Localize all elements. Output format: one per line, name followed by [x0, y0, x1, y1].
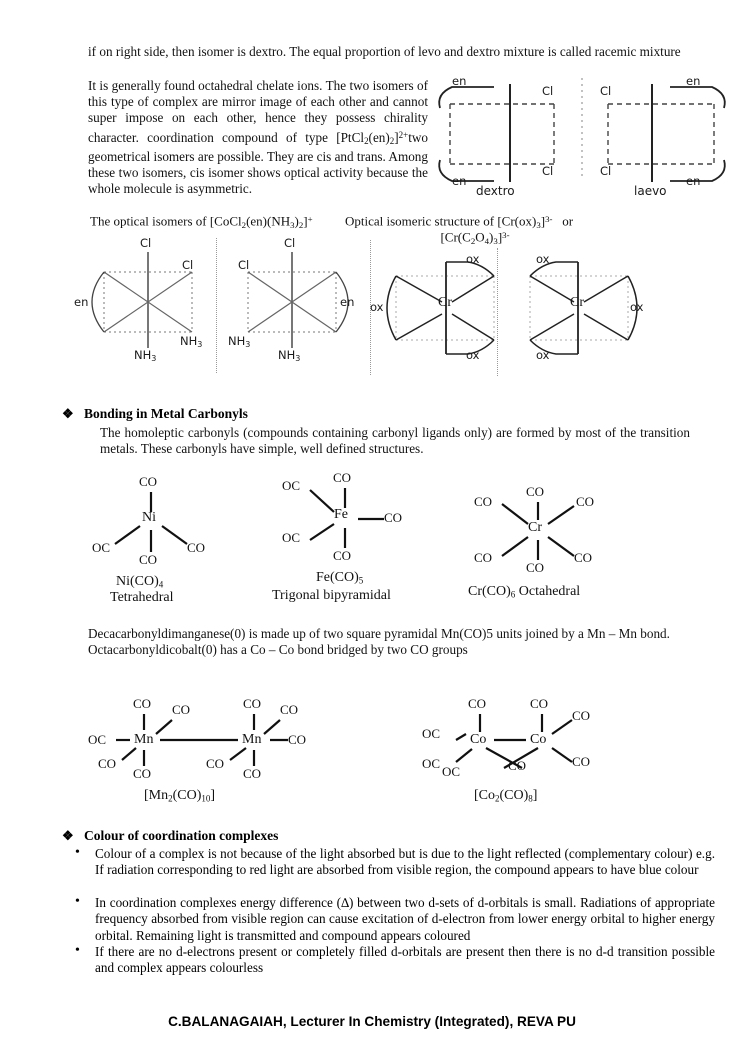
- dextro-label-en-top: en: [452, 74, 467, 88]
- decacarbonyl-line-1: Decacarbonyldimanganese(0) is made up of two square pyramidal Mn(CO)5 units joined by a Mn – Mn bond.: [88, 626, 670, 641]
- bullet-dot-icon-1: •: [75, 845, 80, 860]
- cr-ligand-co-lowerleft: CO: [474, 550, 493, 565]
- homoleptic-paragraph-text: The homoleptic carbonyls (compounds containing carbonyl ligands only) are formed by most of the transition metals. These carbonyls have simple, well defined structures.: [100, 425, 690, 457]
- mn-left-ligand-co-lowerleft: CO: [98, 756, 117, 771]
- chromium-carbonyl-diagram: [468, 474, 658, 604]
- laevo-structure: [608, 84, 725, 182]
- colour-bullet-1: [75, 845, 715, 879]
- co-right-center-atom: Co: [530, 732, 547, 747]
- cocl2-left-label-nh3-right: $NH_3$: [180, 334, 203, 349]
- ni-caption-geometry: Tetrahedral: [110, 590, 174, 605]
- caption-optical-isomeric-crox: Optical isomeric structure of $[Cr(ox)_3]^{3-}$ or: [345, 213, 574, 230]
- co-right-ligand-co-lowerright: CO: [572, 754, 591, 769]
- cr-ligand-co-lowerright: CO: [574, 550, 593, 565]
- intro-paragraph: [88, 44, 718, 60]
- cr-caption: $Cr(CO)_6$ Octahedral: [468, 584, 581, 600]
- mn-left-ligand-co-upperright: CO: [172, 702, 191, 717]
- iron-carbonyl-svg: [272, 462, 462, 592]
- ni-center-atom: Ni: [142, 510, 156, 525]
- mn-left-ligand-co-bottom: CO: [133, 766, 152, 781]
- cr-ligand-co-upperright: CO: [576, 494, 595, 509]
- mn-dimer-caption: $[Mn_2(CO)_{10}]$: [144, 788, 216, 804]
- co-right-ligand-co-top: CO: [530, 696, 549, 711]
- crox3-left-label-ox-left: ox: [370, 300, 384, 314]
- colour-bullet-3-text: If there are no d-electrons present or completely filled d-orbitals are present then there is no d-d transition possible and complex appears colourless: [95, 944, 715, 976]
- dextro-structure: [439, 84, 554, 182]
- dextro-label-en-bottom: en: [452, 174, 467, 188]
- nickel-carbonyl-diagram: [88, 468, 268, 605]
- cocl2-left-label-cl-top: Cl: [140, 236, 152, 250]
- ni-ligand-co-bottom: CO: [139, 552, 158, 567]
- fe-caption-geometry: Trigonal bipyramidal: [272, 588, 391, 603]
- page-footer: [0, 1014, 744, 1029]
- bullet-dot-icon-3: •: [75, 943, 80, 958]
- laevo-label-en-bottom: en: [686, 174, 701, 188]
- co-left-center-atom: Co: [470, 732, 487, 747]
- crox3-right-label-ox-right: ox: [630, 300, 644, 314]
- diamond-bullet-icon: ❖: [62, 406, 74, 421]
- fe-ligand-co-right: CO: [384, 510, 403, 525]
- caption-optical-isomeric-crox-line2: $[Cr(C_2O_4)_3]^{3-}$: [440, 229, 510, 246]
- section-heading-colour-coordination-complexes: [62, 828, 504, 844]
- mn-right-center-atom: Mn: [242, 732, 262, 747]
- dextro-caption: dextro: [476, 184, 515, 198]
- fe-ligand-oc-lowerleft: OC: [282, 530, 301, 545]
- crox3-right-label-ox-bottom: ox: [536, 348, 550, 362]
- crox3-left-label-ox-top: ox: [466, 252, 480, 266]
- co-right-ligand-co-upperright: CO: [572, 708, 591, 723]
- section-heading-text: Bonding in Metal Carbonyls: [84, 406, 248, 421]
- isomer-divider-1: [216, 238, 217, 373]
- decacarbonyl-paragraph: [88, 626, 718, 658]
- cocl2-right-label-cl-top: Cl: [284, 236, 296, 250]
- cocl2-isomer-right-diagram: [228, 238, 358, 363]
- laevo-label-cl-top: Cl: [600, 84, 612, 98]
- co-left-ligand-oc-lowerleft: OC: [422, 756, 441, 771]
- dextro-label-cl-top: Cl: [542, 84, 554, 98]
- fe-caption-formula: $Fe(CO)_5$: [316, 570, 364, 586]
- ni-ligand-co-right: CO: [187, 540, 206, 555]
- cocl2-left-label-en: en: [74, 295, 89, 309]
- colour-bullet-2: [75, 894, 715, 944]
- mn-right-ligand-co-bottom: CO: [243, 766, 262, 781]
- diamond-bullet-icon-2: ❖: [62, 828, 74, 843]
- mn-left-ligand-oc-left: OC: [88, 732, 107, 747]
- cocl2-left-label-cl-right: Cl: [182, 258, 194, 272]
- fe-center-atom: Fe: [334, 507, 348, 522]
- colour-bullet-3: [75, 943, 715, 977]
- ni-caption-formula: $Ni(CO)_4$: [116, 574, 164, 590]
- cocl2-right-label-cl-left: Cl: [238, 258, 250, 272]
- homoleptic-paragraph: [100, 425, 690, 457]
- fe-ligand-co-top: CO: [333, 470, 352, 485]
- mn-right-ligand-co-top: CO: [243, 696, 262, 711]
- co-left-ligand-co-top: CO: [468, 696, 487, 711]
- fe-ligand-oc-upperleft: OC: [282, 478, 301, 493]
- ni-ligand-co-top: CO: [139, 474, 158, 489]
- footer-text: C.BALANAGAIAH, Lecturer In Chemistry (Integrated), REVA PU: [168, 1014, 576, 1029]
- colour-bullet-1-text: Colour of a complex is not because of the light absorbed but is due to the light reflected (complementary colour) e.g. If radiation corresponding to red light are absorbed from visible region, the compound appears to have blue colour: [95, 846, 715, 878]
- crox3-left-diagram: [370, 248, 512, 368]
- mn-right-ligand-co-lowerleft: CO: [206, 756, 225, 771]
- crox3-left-label-ox-bottom: ox: [466, 348, 480, 362]
- cr-ligand-co-upperleft: CO: [474, 494, 493, 509]
- co-left-ligand-oc-upperleft: OC: [422, 726, 441, 741]
- co-bridge-ligand-co: CO: [508, 758, 527, 773]
- section-heading-bonding-metal-carbonyls: [62, 406, 484, 422]
- crox3-left-center-cr: Cr: [438, 295, 452, 310]
- mn-left-ligand-co-top: CO: [133, 696, 152, 711]
- intro-paragraph-text: if on right side, then isomer is dextro. The equal proportion of levo and dextro mixture is called racemic mixture: [88, 44, 681, 59]
- laevo-caption: laevo: [634, 184, 667, 198]
- cocl2-right-label-en: en: [340, 295, 355, 309]
- nickel-carbonyl-svg: [88, 468, 268, 598]
- section-heading-text-2: Colour of coordination complexes: [84, 828, 279, 843]
- octahedral-chelate-paragraph: It is generally found octahedral chelate ions. The two isomers of this type of complex are mirror image of each other and cannot super impose on each other, hence they possess chirality character. coordination compound of type $[PtCl_2(en)_2]^{2+}two$ geometrical isomers are possible. They are cis and trans. Among these two isomers, cis isomer shows optical activity because the whole molecule is asymmetric.: [88, 78, 428, 197]
- cocl2-right-label-nh3-bottom: $NH_3$: [278, 348, 301, 363]
- manganese-dimer-diagram: [88, 694, 346, 804]
- cr-center-atom: Cr: [528, 520, 542, 535]
- co-bridge-ligand-oc: OC: [442, 764, 461, 779]
- cocl2-isomer-left-diagram: [74, 236, 212, 363]
- bullet-dot-icon-2: •: [75, 894, 80, 909]
- dextro-label-cl-bottom: Cl: [542, 164, 554, 178]
- laevo-label-cl-bottom: Cl: [600, 164, 612, 178]
- laevo-label-en-top: en: [686, 74, 701, 88]
- colour-bullet-2-text: In coordination complexes energy difference (∆) between two d-sets of d-orbitals is small. Radiations of appropriate frequency absorbed from visible region can cause excitation of d-electron from lower energy orbital to higher energy orbital. Remaining light is transmitted and compound appears coloured: [95, 895, 715, 943]
- fe-ligand-co-bottom: CO: [333, 548, 352, 563]
- cocl2-right-label-nh3-left: $NH_3$: [228, 334, 251, 349]
- cobalt-dimer-diagram: [422, 694, 638, 804]
- cr-ligand-co-bottom: CO: [526, 560, 545, 575]
- dextro-laevo-diagram: [432, 74, 732, 198]
- caption-optical-isomers-cocl2: The optical isomers of $[CoCl_2(en)(NH_3)_2]^+$: [90, 213, 313, 230]
- cocl2-left-label-nh3-bottom: $NH_3$: [134, 348, 157, 363]
- ni-ligand-oc-left: OC: [92, 540, 111, 555]
- isomer-divider-3: [497, 248, 498, 376]
- crox3-right-diagram: [512, 248, 642, 368]
- iron-carbonyl-diagram: [272, 462, 462, 603]
- cr-ligand-co-top: CO: [526, 484, 545, 499]
- mn-right-ligand-co-right: CO: [288, 732, 307, 747]
- crox3-right-center-cr: Cr: [570, 295, 584, 310]
- mn-right-ligand-co-upperright: CO: [280, 702, 299, 717]
- decacarbonyl-line-2: Octacarbonyldicobalt(0) has a Co – Co bond bridged by two CO groups: [88, 642, 468, 658]
- crox3-right-label-ox-top: ox: [536, 252, 550, 266]
- co-dimer-caption: $[Co_2(CO)_8]$: [474, 788, 538, 804]
- mn-left-center-atom: Mn: [134, 732, 154, 747]
